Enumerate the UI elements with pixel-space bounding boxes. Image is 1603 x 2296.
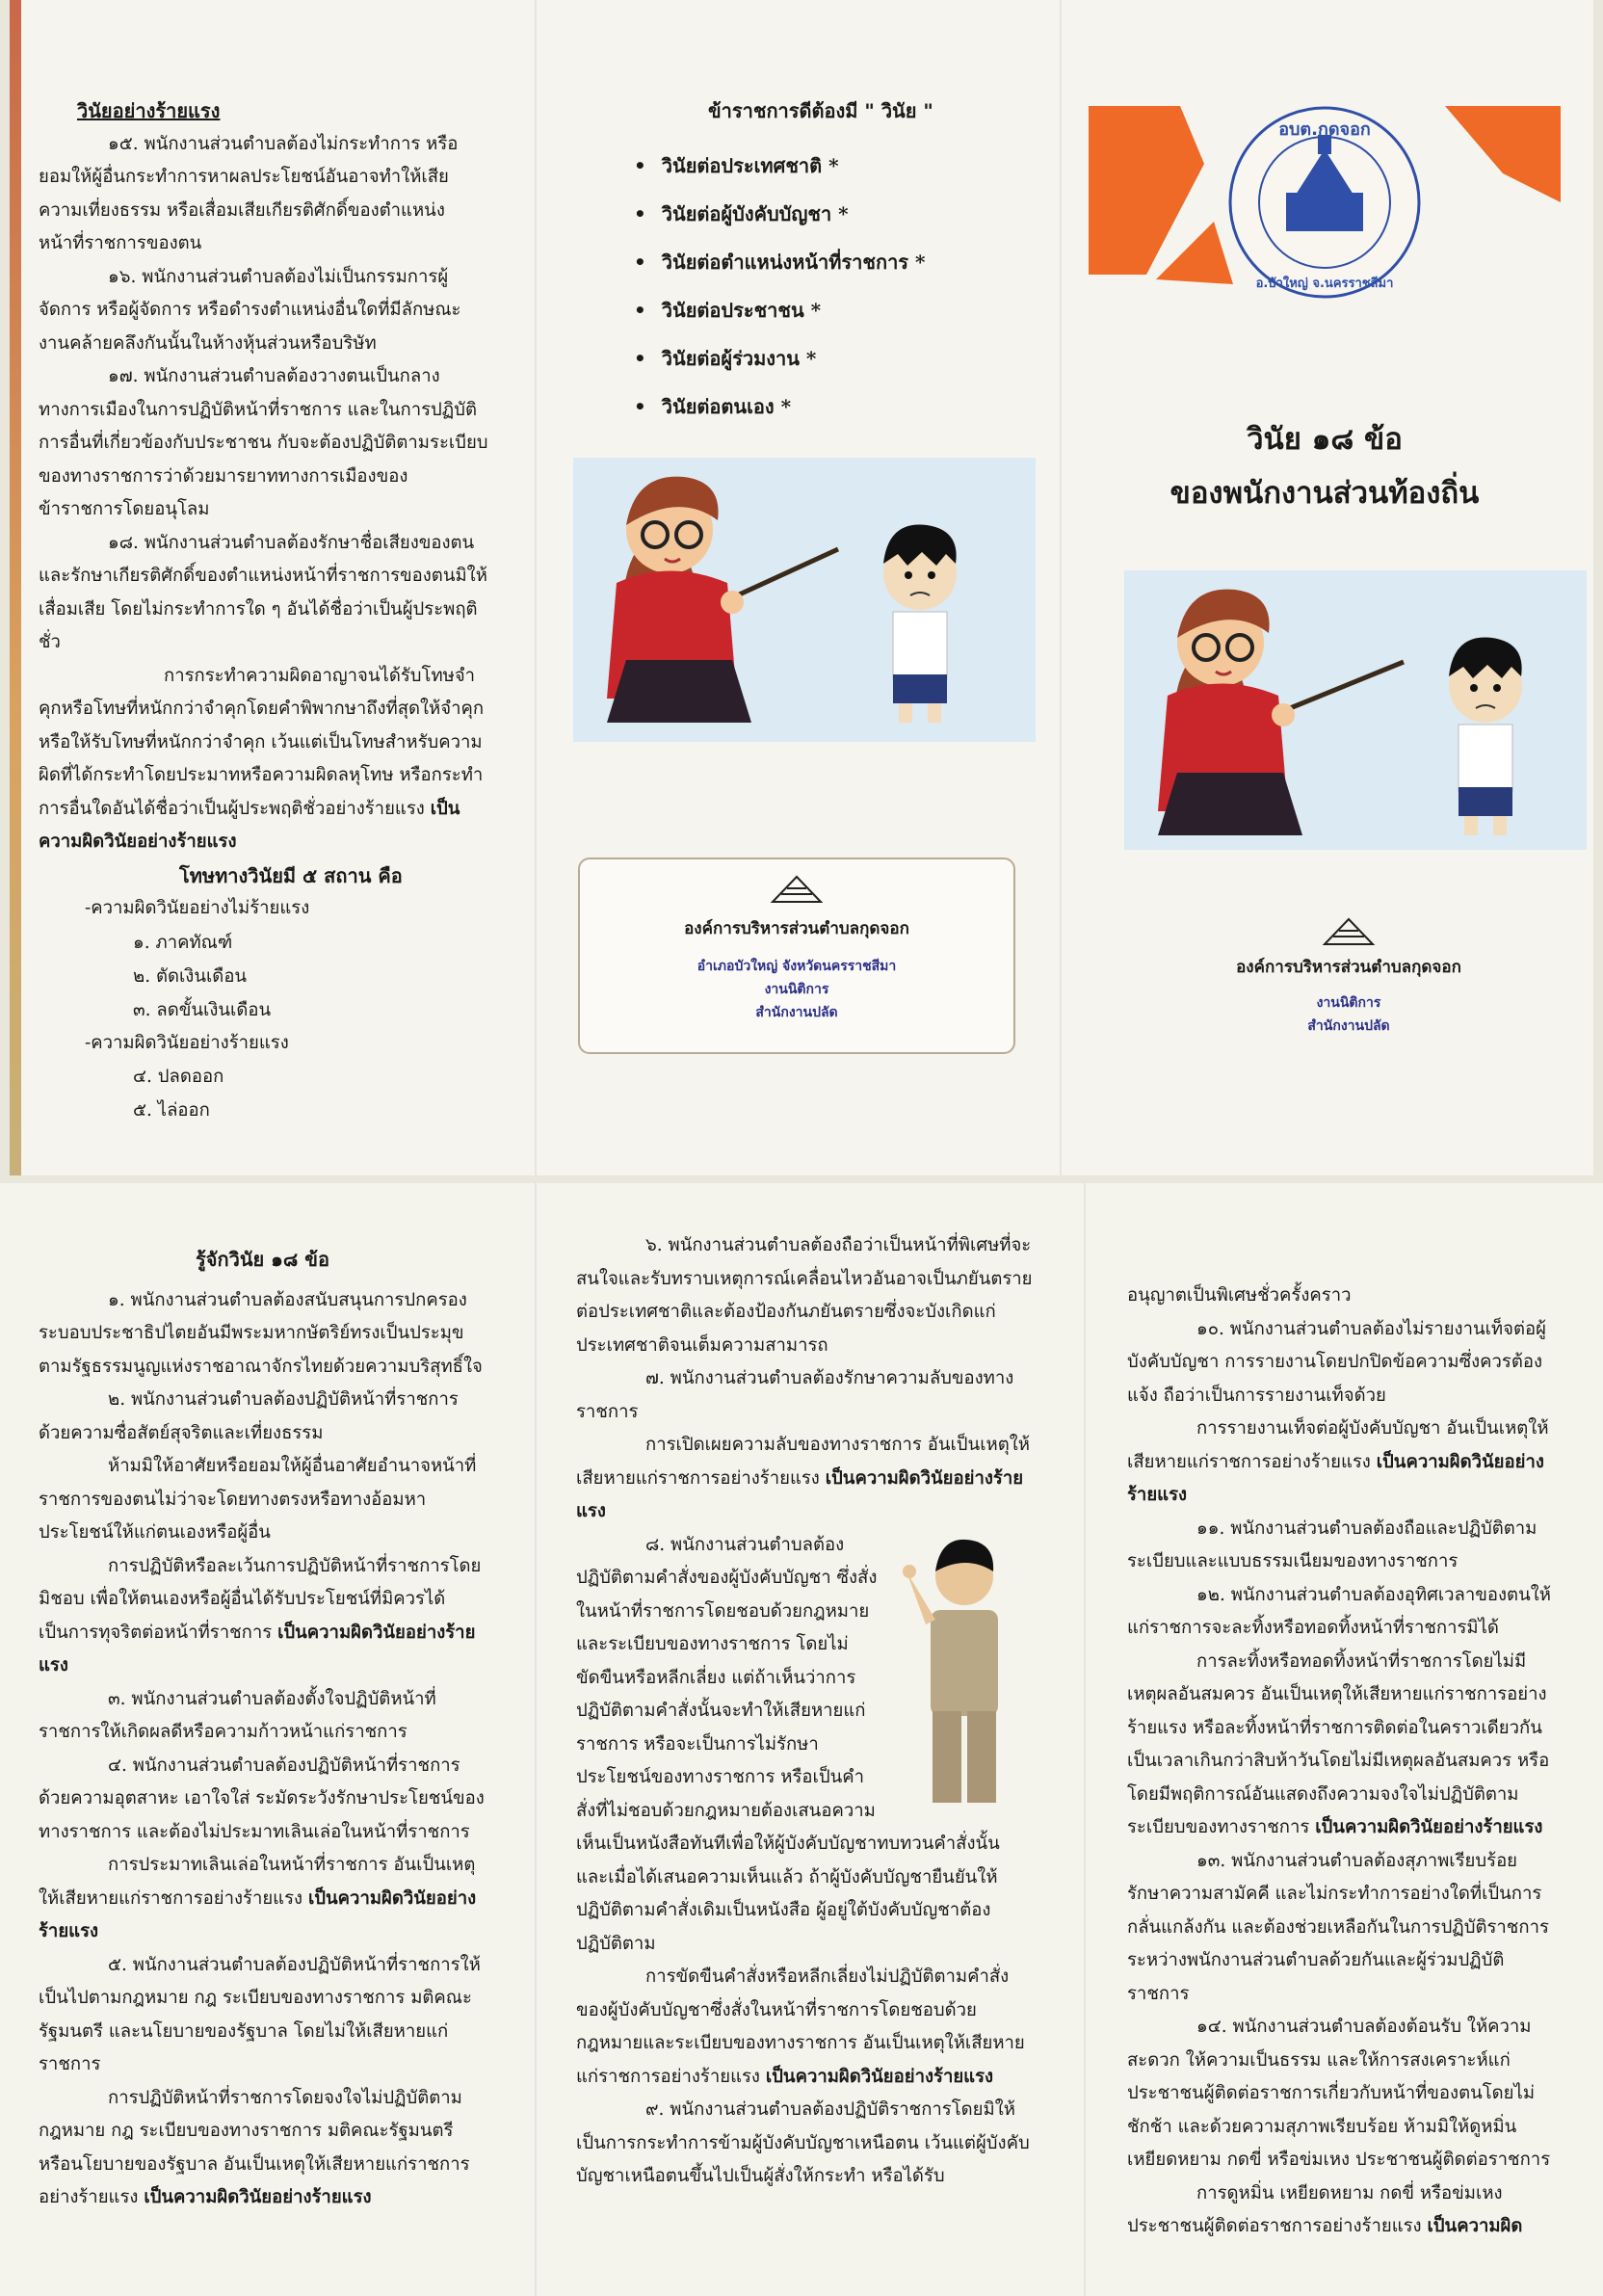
paragraph: การเปิดเผยความลับของทางราชการ อันเป็นเหตุให้เสียหายแก่ราชการอย่างร้ายแรง เป็นความผิดวินัยอย่างร้ายแรง [576,1435,1030,1521]
org-line: อำเภอบัวใหญ่ จังหวัดนครราชสีมา [696,959,897,974]
paragraph: ๓. พนักงานส่วนตำบลต้องตั้งใจปฏิบัติหน้าที่ราชการให้เกิดผลดีหรือความก้าวหน้าแก่ราชการ [39,1688,436,1742]
paragraph: ห้ามมิให้อาศัยหรือยอมให้ผู้อื่นอาศัยอำนาจหน้าที่ราชการของตนไม่ว่าจะโดยทางตรงหรือทางอ้อมหาประโยชน์ให้แก่ตนเองหรือผู้อื่น [39,1456,477,1543]
heading: รู้จักวินัย ๑๘ ข้อ [196,1248,329,1271]
paragraph: ๖. พนักงานส่วนตำบลต้องถือว่าเป็นหน้าที่พิเศษที่จะสนใจและรับทราบเหตุการณ์เคลื่อนไหวอันอาจเป็นภยันตรายต่อประเทศชาติและต้องป้องกันภยันตรายซึ่งจะบังเกิดแก่ประเทศชาติจนเต็มความสามารถ [576,1235,1033,1356]
paragraph: ๑๗. พนักงานส่วนตำบลต้องวางตนเป็นกลางทางการเมืองในการปฏิบัติหน้าที่ราชการ และในการปฏิบัติการอื่นที่เกี่ยวข้องกับประชาชน กับจะต้องปฏิบัติตามระเบียบของทางราชการว่าด้วยมารยาททางการเมืองของข้าราชการโดยอนุโลม [39,366,488,519]
heading: ข้าราชการดีต้องมี " วินัย " [708,99,933,122]
heading: วินัยอย่างร้ายแรง [77,99,221,122]
seal-top-text: อบต.กุดจอก [1278,119,1371,140]
bullet-item: • วินัยต่อผู้บังคับบัญชา * [634,190,1031,238]
bullet-item: • วินัยต่อตำแหน่งหน้าที่ราชการ * [634,238,1031,286]
bottom-right-column [1127,1280,1556,2244]
title-line: วินัย ๑๘ ข้อ [1247,422,1403,457]
official-illustration [892,1533,1037,1812]
paragraph: ๑. พนักงานส่วนตำบลต้องสนับสนุนการปกครองระบอบประชาธิปไตยอันมีพระมหากษัตริย์ทรงเป็นประมุขตามรัฐธรรมนูญแห่งราชอาณาจักรไทยด้วยความบริสุทธิ์ใจ [39,1289,483,1377]
fold-line [1084,1183,1086,2296]
paragraph: ๑๖. พนักงานส่วนตำบลต้องไม่เป็นกรรมการผู้จัดการ หรือผู้จัดการ หรือดำรงตำแหน่งอื่นใดที่มีลักษณะงานคล้ายคลึงกันนั้นในห้างหุ้นส่วนหรือบริษัท [39,266,461,354]
fold-line [535,1183,537,2296]
brochure-inside [0,1183,1603,2296]
paragraph: ๕. พนักงานส่วนตำบลต้องปฏิบัติหน้าที่ราชการให้เป็นไปตามกฎหมาย กฎ ระเบียบของทางราชการ มติคณะรัฐมนตรี และนโยบายของรัฐบาล โดยไม่ให้เสียหายแก่ราชการ [39,1954,481,2074]
paragraph: การปฏิบัติหรือละเว้นการปฏิบัติหน้าที่ราชการโดยมิชอบ เพื่อให้ตนเองหรือผู้อื่นได้รับประโยชน์ที่มิควรได้เป็นการทุจริตต่อหน้าที่ราชการ เป็นความผิดวินัยอย่างร้ายแรง [39,1555,482,1676]
paragraph: ๗. พนักงานส่วนตำบลต้องรักษาความลับของทางราชการ [576,1368,1014,1422]
list-item: ๔. ปลดออก [133,1067,224,1087]
org-line: งานนิติการ [1316,995,1381,1011]
seal-bottom-text: อ.บัวใหญ่ จ.นครราชสีมา [1255,277,1394,291]
paragraph: ๔. พนักงานส่วนตำบลต้องปฏิบัติหน้าที่ราชการด้วยความอุตสาหะ เอาใจใส่ ระมัดระวังรักษาประโยชน์ของทางราชการ และต้องไม่ประมาทเลินเล่อในหน้าที่ราชการ [39,1755,485,1842]
serious-label: -ความผิดวินัยอย่างร้ายแรง [85,1032,289,1053]
org-name: องค์การบริหารส่วนตำบลกุดจอก [684,919,909,938]
not-serious-label: -ความผิดวินัยอย่างไม่ร้ายแรง [85,898,310,918]
bullet-item: • วินัยต่อประเทศชาติ * [634,142,1031,190]
paragraph: ๑๓. พนักงานส่วนตำบลต้องสุภาพเรียบร้อย รักษาความสามัคคี และไม่กระทำการอย่างใดที่เป็นการกลั่นแกล้งกัน และต้องช่วยเหลือกันในการปฏิบัติราชการระหว่างพนักงานส่วนตำบลด้วยกันและผู้ร่วมปฏิบัติราชการ [1127,1850,1549,2004]
serious-list [133,1060,489,1127]
org-line: สำนักงานปลัด [755,1005,838,1020]
bullet-item: • วินัยต่อประชาชน * [634,286,1031,334]
discipline-bullets [634,142,1031,431]
teacher-student-illustration [1124,570,1587,850]
teacher-student-illustration [573,458,1036,742]
panel-middle [626,92,1031,431]
list-item: ๒. ตัดเงินเดือน [133,965,248,987]
bullet-item: • วินัยต่อผู้ร่วมงาน * [634,334,1031,383]
bullet-item: • วินัยต่อตนเอง * [634,383,1031,431]
org-footer [1117,917,1580,1038]
paragraph: การกระทำความผิดอาญาจนได้รับโทษจำคุกหรือโทษที่หนักกว่าจำคุกโดยคำพิพากษาถึงที่สุดให้จำคุกหรือให้รับโทษที่หนักกว่าจำคุก เว้นแต่เป็นโทษสำหรับความผิดที่ได้กระทำโดยประมาทหรือความผิดลหุโทษ หรือกระทำการอื่นใดอันได้ชื่อว่าเป็นผู้ประพฤติชั่วอย่างร้ายแรง เป็นความผิดวินัยอย่างร้ายแรง [39,665,485,852]
panel-left [39,94,489,1127]
paragraph: ๑๐. พนักงานส่วนตำบลต้องไม่รายงานเท็จต่อผู้บังคับบัญชา การรายงานโดยปกปิดข้อความซึ่งควรต้องแจ้ง ถือว่าเป็นการรายงานเท็จด้วย [1127,1318,1546,1406]
decorative-edge [10,0,21,1175]
brochure-title [1098,412,1551,520]
brochure-outside [10,0,1593,1175]
fold-line [535,0,537,1175]
fold-line [1060,0,1062,1175]
title-line: ของพนักงานส่วนท้องถิ่น [1169,476,1480,511]
paragraph: การดูหมิ่น เหยียดหยาม กดขี่ หรือข่มเหงประชาชนผู้ติดต่อราชการอย่างร้ายแรง เป็นความผิด [1127,2182,1523,2236]
paragraph: ๑๑. พนักงานส่วนตำบลต้องถือและปฏิบัติตามระเบียบและแบบธรรมเนียมของทางราชการ [1127,1517,1537,1571]
org-name: องค์การบริหารส่วนตำบลกุดจอก [1236,958,1461,977]
paragraph: ๑๘. พนักงานส่วนตำบลต้องรักษาชื่อเสียงของตน และรักษาเกียรติศักดิ์ของตำแหน่งหน้าที่ราชการของตนมิให้เสื่อมเสีย โดยไม่กระทำการใด ๆ อันได้ชื่อว่าเป็นผู้ประพฤติชั่ว [39,532,487,652]
not-serious-list [133,926,489,1027]
list-item: ๓. ลดขั้นเงินเดือน [133,999,272,1020]
paragraph: ๘. พนักงานส่วนตำบลต้องปฏิบัติตามคำสั่งของผู้บังคับบัญชา ซึ่งสั่งในหน้าที่ราชการโดยชอบด้วยกฎหมายและระเบียบของทางราชการ โดยไม่ขัดขืนหรือหลีกเลี่ยง แต่ถ้าเห็นว่าการปฏิบัติตามคำสั่งนั้นจะทำให้เสียหายแก่ราชการ หรือจะเป็นการไม่รักษาประโยชน์ของทางราชการ หรือเป็นคำสั่งที่ไม่ชอบด้วยกฎหมายต้องเสนอความเห็นเป็นหนังสือทันทีเพื่อให้ผู้บังคับบัญชาทบทวนคำสั่งนั้น และเมื่อได้เสนอความเห็นแล้ว ถ้าผู้บังคับบัญชายืนยันให้ปฏิบัติตามคำสั่งเดิมเป็นหนังสือ ผู้อยู่ใต้บังคับบัญชาต้องปฏิบัติตาม [576,1534,1000,1954]
org-logo-icon [1320,917,1378,946]
list-item: ๑. ภาคทัณฑ์ [133,932,233,953]
bottom-left-column [39,1243,486,2215]
paragraph: ๑๕. พนักงานส่วนตำบลต้องไม่กระทำการ หรือยอมให้ผู้อื่นกระทำการหาผลประโยชน์อันอาจทำให้เสียความเที่ยงธรรม หรือเสื่อมเสียเกียรติศักดิ์ของตำแหน่งหน้าที่ราชการของตน [39,133,459,253]
paragraph: การประมาทเลินเล่อในหน้าที่ราชการ อันเป็นเหตุให้เสียหายแก่ราชการอย่างร้ายแรง เป็นความผิดวินัยอย่างร้ายแรง [39,1855,477,1941]
paragraph: อนุญาตเป็นพิเศษชั่วครั้งคราว [1127,1285,1352,1306]
penalty-heading: โทษทางวินัยมี ๕ สถาน คือ [179,863,403,887]
list-item: ๕. ไล่ออก [133,1100,210,1121]
paragraph: การรายงานเท็จต่อผู้บังคับบัญชา อันเป็นเหตุให้เสียหายแก่ราชการอย่างร้ายแรง เป็นความผิดวินัยอย่างร้ายแรง [1127,1418,1549,1505]
paragraph: การปฏิบัติหน้าที่ราชการโดยจงใจไม่ปฏิบัติตามกฎหมาย กฎ ระเบียบของทางราชการ มติคณะรัฐมนตรี หรือนโยบายของรัฐบาล อันเป็นเหตุให้เสียหายแก่ราชการอย่างร้ายแรง เป็นความผิดวินัยอย่างร้ายแรง [39,2087,470,2207]
paragraph: การละทิ้งหรือทอดทิ้งหน้าที่ราชการโดยไม่มีเหตุผลอันสมควร อันเป็นเหตุให้เสียหายแก่ราชการอย่างร้ายแรง หรือละทิ้งหน้าที่ราชการติดต่อในคราวเดียวกันเป็นเวลาเกินกว่าสิบห้าวันโดยไม่มีเหตุผลอันสมควร หรือโดยมีพฤติการณ์อันแสดงถึงความจงใจไม่ปฏิบัติตามระเบียบของทางราชการ เป็นความผิดวินัยอย่างร้ายแรง [1127,1650,1550,1837]
org-line: งานนิติการ [764,982,829,997]
paragraph: ๒. พนักงานส่วนตำบลต้องปฏิบัติหน้าที่ราชการด้วยความซื่อสัตย์สุจริตและเที่ยงธรรม [39,1389,459,1443]
paragraph: ๑๒. พนักงานส่วนตำบลต้องอุทิศเวลาของตนให้แก่ราชการจะละทิ้งหรือทอดทิ้งหน้าที่ราชการมิได้ [1127,1584,1551,1638]
org-card [578,858,1015,1054]
org-logo-icon [768,875,826,904]
paragraph: ๙. พนักงานส่วนตำบลต้องปฏิบัติราชการโดยมิให้เป็นการกระทำการข้ามผู้บังคับบัญชาเหนือตน เว้นแต่ผู้บังคับบัญชาเหนือตนขึ้นไปเป็นผู้สั่งให้กระทำ หรือได้รับ [576,2099,1030,2186]
seal-banner [1089,106,1561,299]
paragraph: การขัดขืนคำสั่งหรือหลีกเลี่ยงไม่ปฏิบัติตามคำสั่งของผู้บังคับบัญชาซึ่งสั่งในหน้าที่ราชการโดยชอบด้วยกฎหมายและระเบียบของทางราชการ อันเป็นเหตุให้เสียหายแก่ราชการอย่างร้ายแรง เป็นความผิดวินัยอย่างร้ายแรง [576,1966,1025,2087]
bottom-middle-column [576,1229,1037,2194]
paragraph: ๑๔. พนักงานส่วนตำบลต้องต้อนรับ ให้ความสะดวก ให้ความเป็นธรรม และให้การสงเคราะห์แก่ประชาชนผู้ติดต่อราชการเกี่ยวกับหน้าที่ของตนโดยไม่ชักช้า และด้วยความสุภาพเรียบร้อย ห้ามมิให้ดูหมิ่นเหยียดหยาม กดขี่ หรือข่มเหง ประชาชนผู้ติดต่อราชการ [1127,2017,1551,2170]
org-line: สำนักงานปลัด [1307,1018,1390,1034]
